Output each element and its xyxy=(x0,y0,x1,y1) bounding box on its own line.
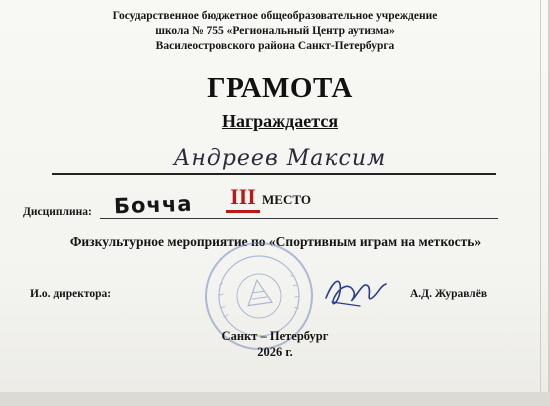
director-signature xyxy=(320,268,390,318)
discipline-underline xyxy=(100,218,498,219)
place-label: МЕСТО xyxy=(262,192,311,207)
director-name: А.Д. Журавлёв xyxy=(410,288,488,300)
certificate-title: ГРАМОТА xyxy=(207,72,353,104)
recipient-underline xyxy=(52,173,496,175)
paper-fold xyxy=(540,0,541,404)
footer-year: 2026 г. xyxy=(257,345,293,359)
discipline-label: Дисциплина: xyxy=(23,206,92,218)
header-line-1: Государственное бюджетное общеобразовательное учреждение xyxy=(112,10,438,22)
awarded-label: Награждается xyxy=(221,111,339,131)
background-surface xyxy=(0,392,550,406)
institution-header xyxy=(60,9,490,54)
header-line-2: школа № 755 «Региональный Центр аутизма» xyxy=(155,25,395,37)
header-line-3: Василеостровского района Санкт-Петербурга xyxy=(155,40,395,52)
director-label: И.о. директора: xyxy=(30,288,112,300)
footer-place-date xyxy=(190,328,360,360)
recipient-name: Андреев Максим xyxy=(173,146,387,171)
place-number: III xyxy=(226,186,260,213)
discipline-value: Бочча xyxy=(113,191,193,219)
event-description: Физкультурное мероприятие по «Спортивным играм на меткость» xyxy=(69,234,482,249)
footer-city: Санкт – Петербург xyxy=(221,329,329,343)
